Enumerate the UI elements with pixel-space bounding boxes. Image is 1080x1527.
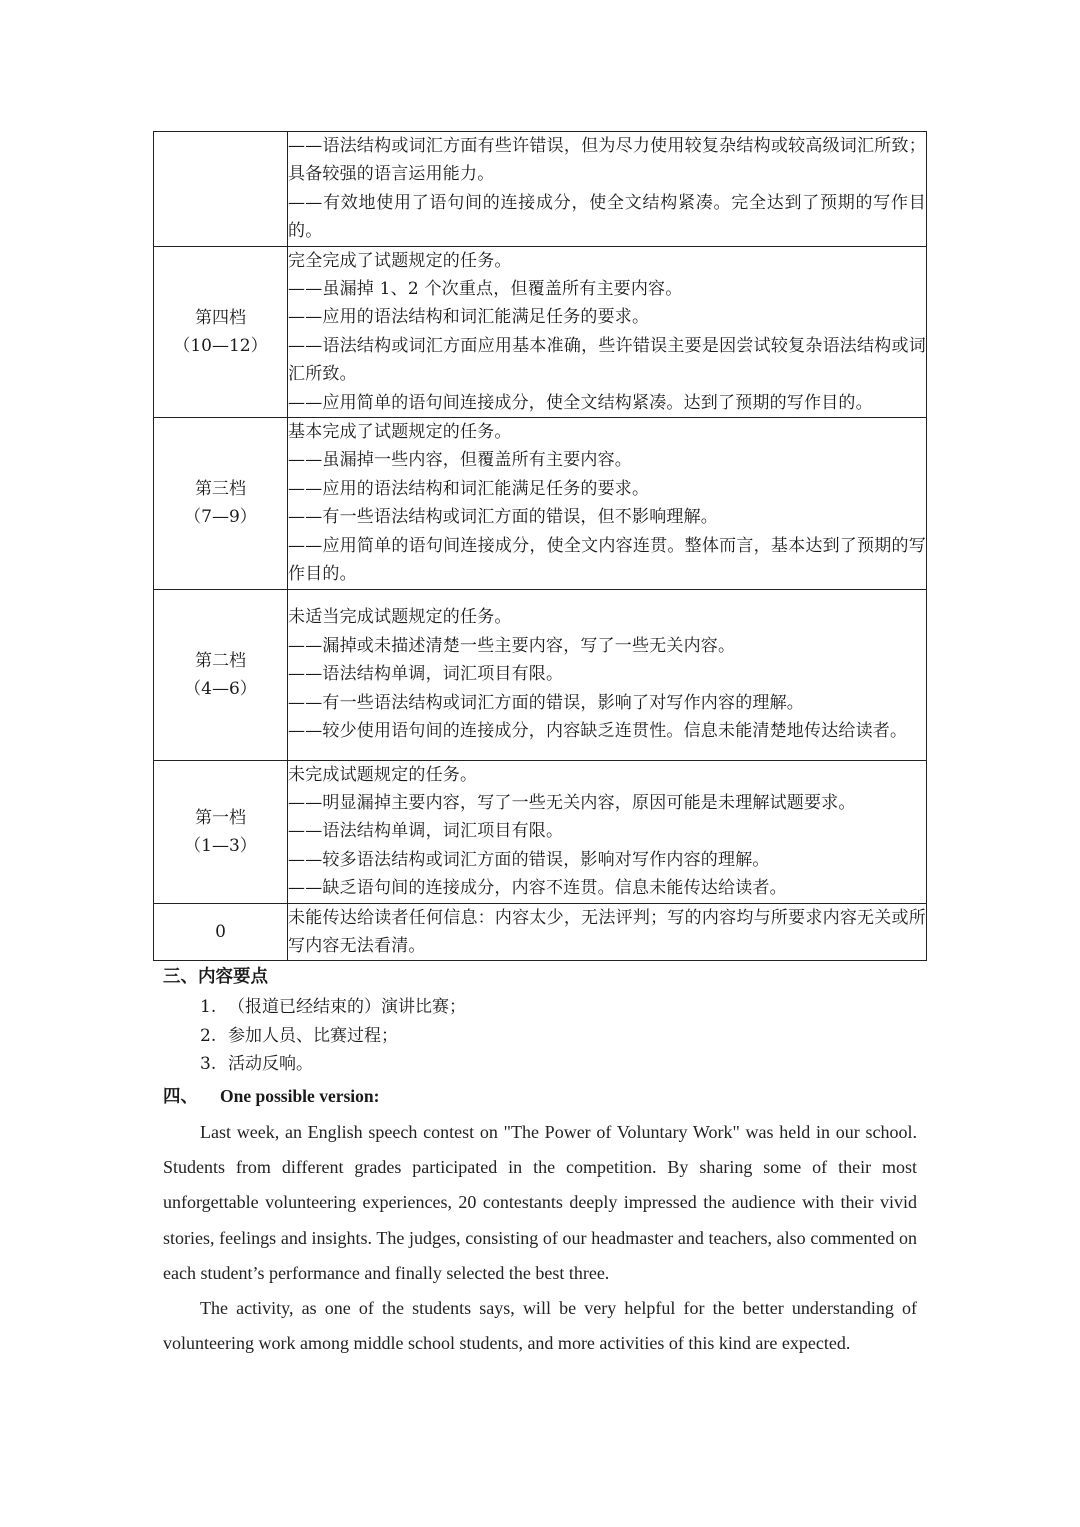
table-row: [154, 246, 927, 417]
list-item: [200, 1050, 466, 1079]
level-name: 第四档: [195, 307, 246, 328]
table-row: [154, 589, 927, 760]
description-line: ——有一些语法结构或词汇方面的错误，影响了对写作内容的理解。: [288, 692, 804, 713]
description-line: ——虽漏掉 1、2 个次重点，但覆盖所有主要内容。: [288, 279, 683, 300]
description-cell: [288, 903, 927, 961]
list-text: 活动反响。: [228, 1054, 313, 1074]
description-cell: [288, 132, 927, 247]
table-row: [154, 418, 927, 589]
level-cell: [154, 903, 288, 961]
description-line: ——应用的语法结构和词汇能满足任务的要求。: [288, 307, 650, 328]
list-item: [200, 1022, 466, 1051]
description-line: ——语法结构单调，词汇项目有限。: [288, 821, 564, 842]
level-name: 第三档: [195, 479, 246, 500]
scoring-rubric-table: [153, 131, 927, 961]
description-line: ——应用的语法结构和词汇能满足任务的要求。: [288, 478, 650, 499]
list-item: [200, 993, 466, 1022]
description-line: ——较多语法结构或词汇方面的错误，影响对写作内容的理解。: [288, 849, 770, 870]
content-points-list: [200, 993, 466, 1079]
description-line: ——缺乏语句间的连接成分，内容不连贯。信息未能传达给读者。: [288, 878, 787, 899]
list-text: 参加人员、比赛过程；: [228, 1025, 398, 1046]
level-cell: [154, 760, 288, 903]
level-score-range: （7—9）: [184, 507, 257, 528]
list-text: （报道已经结束的）演讲比赛；: [228, 997, 466, 1017]
description-line: ——较少使用语句间的连接成分，内容缺乏连贯性。信息未能清楚地传达给读者。: [288, 721, 908, 742]
level-score-range: （10—12）: [173, 335, 268, 356]
section-heading: 三、内容要点: [163, 967, 268, 987]
table-row: [154, 132, 927, 247]
description-line: 未完成试题规定的任务。: [288, 764, 478, 785]
description-line: 未能传达给读者任何信息：内容太少，无法评判；写的内容均与所要求内容无关或所写内容无法看清。: [288, 907, 926, 956]
description-line: 完全完成了试题规定的任务。: [288, 250, 512, 271]
description-line: ——语法结构单调，词汇项目有限。: [288, 664, 564, 685]
table-row: [154, 760, 927, 903]
level-cell: [154, 589, 288, 760]
level-name: 0: [215, 921, 226, 942]
list-number: 2.: [200, 1025, 217, 1046]
description-line: ——语法结构或词汇方面有些许错误，但为尽力使用较复杂结构或较高级词汇所致；具备较强的语言运用能力。: [288, 136, 926, 185]
description-line: ——应用简单的语句间连接成分，使全文内容连贯。整体而言，基本达到了预期的写作目的。: [288, 535, 926, 585]
description-line: ——虽漏掉一些内容，但覆盖所有主要内容。: [288, 450, 632, 471]
essay-paragraph: Last week, an English speech contest on "The Power of Voluntary Work" was held in our school. Students from different grades participated in the competition. By sharing some of their most unforgettable volunteering experiences, 20 contestants deeply impressed the audience with their vivid stories, feelings and insights. The judges, consisting of our headmaster and teachers, also commented on each student’s performance and finally selected the best three.: [163, 1122, 917, 1283]
level-score-range: （4—6）: [184, 678, 257, 699]
level-score-range: （1—3）: [184, 835, 257, 856]
description-cell: [288, 589, 927, 760]
description-line: 未适当完成试题规定的任务。: [288, 607, 512, 628]
essay-paragraph: The activity, as one of the students says, will be very helpful for the better understanding of volunteering work among middle school students, and more activities of this kind are expected.: [163, 1298, 917, 1354]
description-line: ——漏掉或未描述清楚一些主要内容，写了一些无关内容。: [288, 635, 736, 656]
description-line: 基本完成了试题规定的任务。: [288, 422, 512, 443]
level-cell: [154, 132, 288, 247]
level-name: 第二档: [195, 650, 246, 671]
list-number: 3.: [200, 1054, 217, 1074]
section-title: One possible version:: [220, 1086, 380, 1106]
level-cell: [154, 246, 288, 417]
table-row: [154, 903, 927, 961]
section-number: 四、: [163, 1087, 198, 1107]
level-cell: [154, 418, 288, 589]
description-cell: [288, 418, 927, 589]
description-line: ——语法结构或词汇方面应用基本准确，些许错误主要是因尝试较复杂语法结构或词汇所致。: [288, 335, 926, 385]
description-cell: [288, 760, 927, 903]
description-cell: [288, 246, 927, 417]
description-line: ——应用简单的语句间连接成分，使全文结构紧凑。达到了预期的写作目的。: [288, 392, 873, 413]
sample-essay: [163, 1115, 917, 1361]
description-line: ——明显漏掉主要内容，写了一些无关内容，原因可能是未理解试题要求。: [288, 792, 856, 813]
description-line: ——有一些语法结构或词汇方面的错误，但不影响理解。: [288, 507, 718, 528]
section-heading: [163, 1083, 379, 1108]
description-line: ——有效地使用了语句间的连接成分，使全文结构紧凑。完全达到了预期的写作目的。: [288, 192, 926, 242]
list-number: 1.: [200, 997, 217, 1017]
level-name: 第一档: [195, 807, 246, 828]
